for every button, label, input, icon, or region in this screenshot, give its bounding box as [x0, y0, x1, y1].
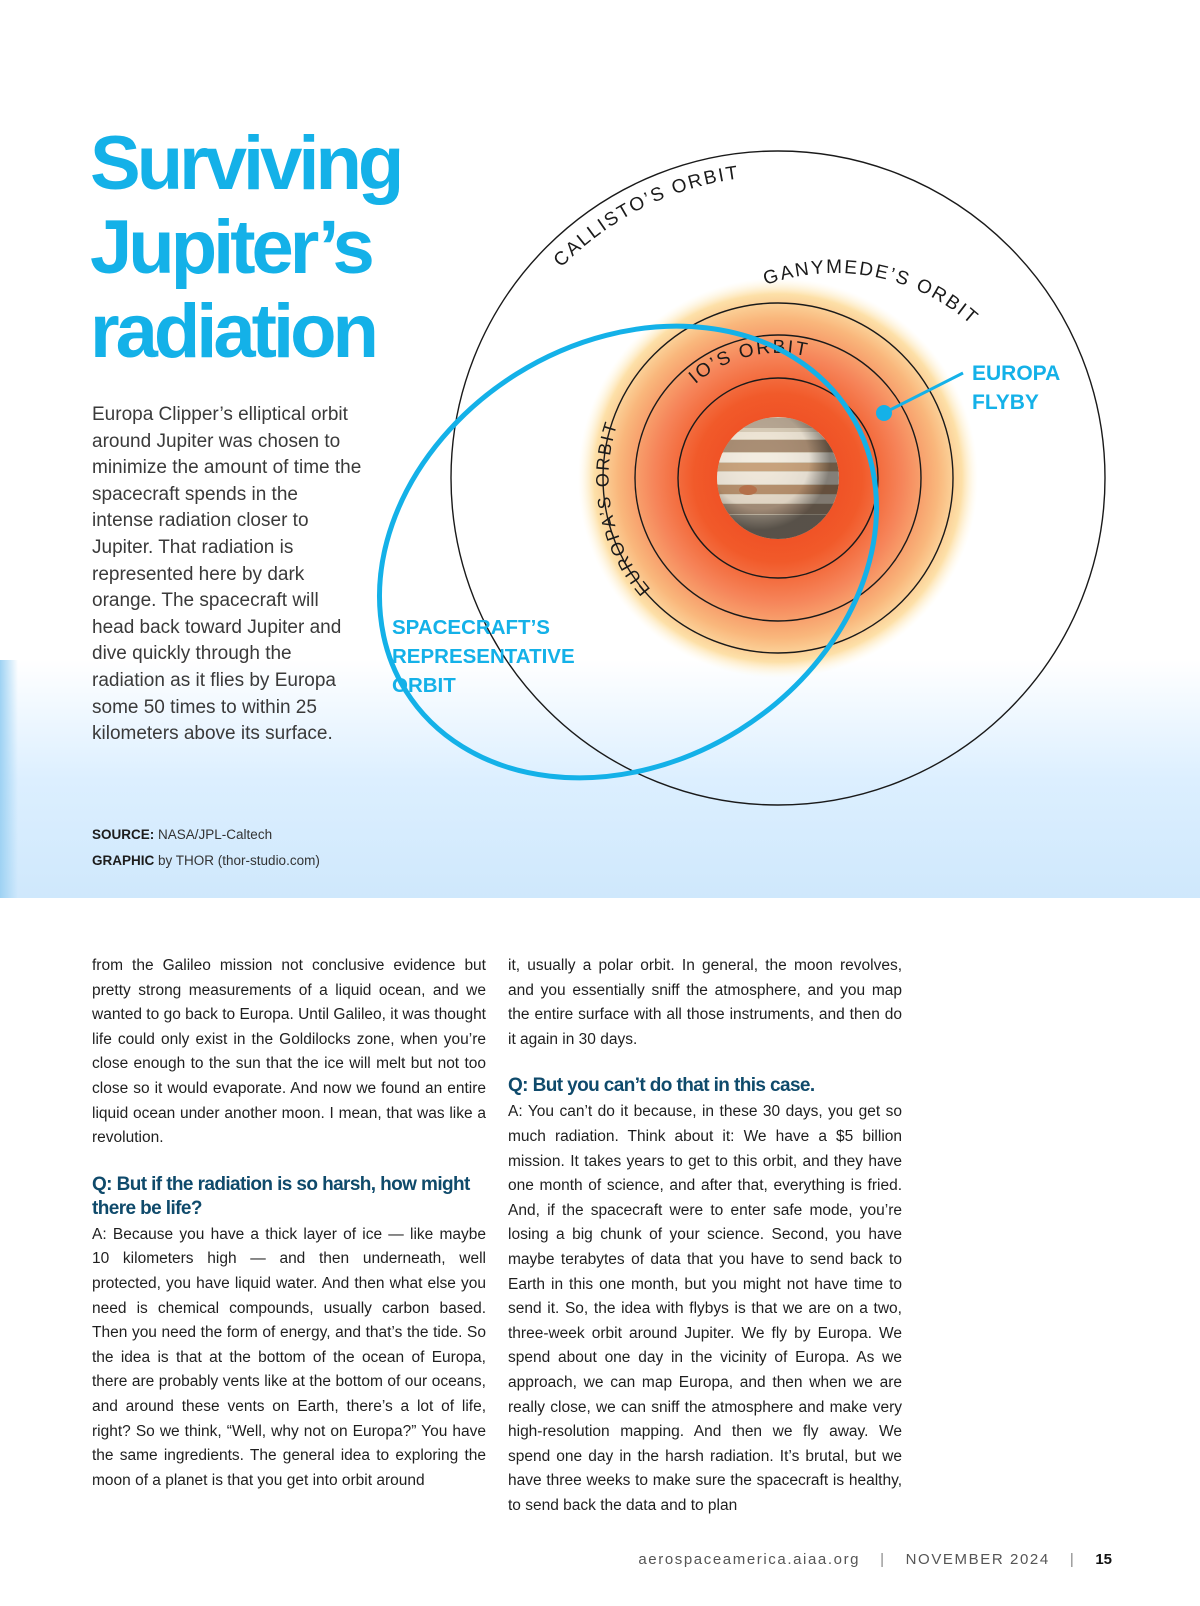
io-orbit-label-text: IO’S ORBIT [685, 336, 811, 389]
article-paragraph: from the Galileo mission not conclusive evidence but pretty strong measurements of a liquid ocean, and we wanted to go back to Europa. Until Galileo, it was thought life could only exist in the Goldilocks zone, when you’re close enough to the sun that the ice will melt but not too close so it would evaporate. And now we found an entire liquid ocean under another moon. I mean, that was like a revolution. [92, 957, 486, 1147]
article-column-left [92, 954, 486, 1493]
page-footer [0, 1551, 1112, 1568]
footer-separator: | [880, 1551, 886, 1568]
europa-flyby-label [972, 362, 1065, 414]
graphic-value: by THOR (thor-studio.com) [158, 853, 320, 868]
europa-flyby-marker [876, 405, 892, 421]
title-line-2: Jupiter’s [90, 205, 371, 290]
title-line-3: radiation [90, 289, 375, 374]
source-value: NASA/JPL-Caltech [158, 827, 273, 842]
question-heading: Q: But if the radiation is so harsh, how might there be life? [92, 1173, 470, 1219]
intro-text: Europa Clipper’s elliptical orbit around Jupiter was chosen to minimize the amount of time the spacecraft spends in the intense radiation closer to Jupiter. That radiation is represented here by dark orange. The spacecraft will head back toward Jupiter and dive quickly through the radiation as it flies by Europa some 50 times to within 25 kilometers above its surface. [92, 404, 362, 745]
ganymede-orbit-label-text: GANYMEDE’S ORBIT [760, 256, 983, 330]
europa-orbit-label-text: EUROPA’S ORBIT [592, 418, 654, 600]
page-number: 15 [1095, 1551, 1112, 1568]
answer-paragraph: A: You can’t do it because, in these 30 days, you get so much radiation. Think about it: We have a $5 billion mission. It takes years to get to this orbit, and they have one month of science, and after that, everything is fried. And, if the spacecraft were to enter safe mode, you’re losing a big chunk of your science. Second, you have maybe terabytes of data that you have to send back to Earth in this one month, but you might not have time to send it. So, the idea with flybys is that we are on a two, three-week orbit around Jupiter. We fly by Europa. We spend about one day in the vicinity of Europa. As we approach, we can map Europa, and then when we are really close, we can sniff the atmosphere and make very high-resolution mapping. And then we fly away. We spend one day in the harsh radiation. It’s brutal, but we have three weeks to make sure the spacecraft is healthy, to send back the data and to plan [508, 1103, 902, 1514]
europa-flyby-label-line-2: FLYBY [972, 391, 1039, 414]
source-label: SOURCE: [92, 827, 155, 842]
footer-issue: NOVEMBER 2024 [905, 1551, 1050, 1568]
title-line-1: Surviving [90, 121, 401, 206]
footer-separator: | [1069, 1551, 1076, 1568]
article-column-right [508, 954, 902, 1518]
spacecraft-orbit-label [392, 616, 580, 697]
europa-flyby-label-line-1: EUROPA [972, 362, 1060, 385]
question-heading: Q: But you can’t do that in this case. [508, 1075, 815, 1097]
article-paragraph: it, usually a polar orbit. In general, the moon revolves, and you essentially sniff the atmosphere, and you map the entire surface with all those instruments, and then do it again in 30 days. [508, 957, 902, 1048]
spacecraft-orbit-label-line-1: SPACECRAFT’S [392, 616, 550, 639]
footer-site: aerospaceamerica.aiaa.org [638, 1551, 861, 1568]
spacecraft-orbit-label-line-3: ORBIT [392, 674, 456, 697]
spacecraft-orbit-label-line-2: REPRESENTATIVE [392, 645, 575, 668]
callisto-orbit-label-text: CALLISTO’S ORBIT [549, 162, 741, 272]
graphic-label: GRAPHIC [92, 853, 155, 868]
answer-paragraph: A: Because you have a thick layer of ice — like maybe 10 kilometers high — and then underneath, well protected, you have liquid water. And then what else you need is chemical compounds, usually carbon based. Then you need the form of energy, and that’s the tide. So the idea is that at the bottom of the ocean of Europa, there are probably vents like at the bottom of our oceans, and around these vents on Earth, there’s a lot of life, right? So we think, “Well, why not on Europa?” You have the same ingredients. The general idea to exploring the moon of a planet is that you get into orbit around [92, 1225, 486, 1489]
